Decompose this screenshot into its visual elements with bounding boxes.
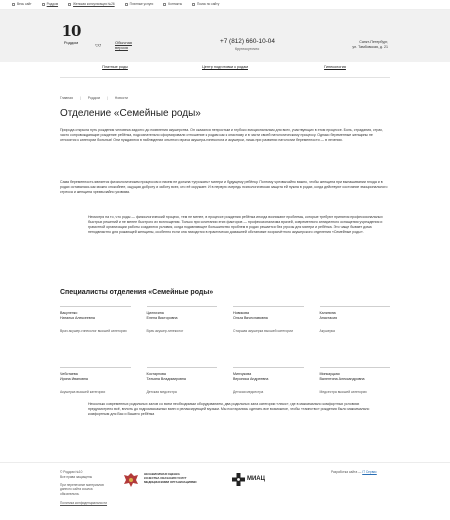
hospital-icon xyxy=(42,3,45,6)
normal-version-link[interactable]: Обычная версия xyxy=(115,40,132,51)
topbar-link-roddom[interactable]: Роддом xyxy=(42,2,58,6)
section-nav xyxy=(60,62,390,78)
specialist-position: Врач акушер-гинеколог высшей категории xyxy=(60,329,127,334)
contacts-icon xyxy=(163,3,166,6)
specialist-card xyxy=(233,306,304,357)
address: Санкт-Петербург, ул. Тамбовская, д. 21 xyxy=(352,40,388,50)
specialist-position: Акушерка xyxy=(319,329,335,334)
specialist-position: Медсестра высшей категории xyxy=(319,390,367,395)
miac-logo[interactable]: МИАЦ xyxy=(232,473,265,486)
nav-birth-prep-center[interactable]: Центр подготовки к родам xyxy=(201,65,248,69)
specialist-name: Минчукова Вероника Андреевна xyxy=(233,372,269,382)
specialist-position: Акушерка высшей категории xyxy=(60,390,106,395)
nav-gynecology[interactable]: Гинекология xyxy=(324,65,346,69)
site-header xyxy=(0,10,450,62)
specialist-name: Минкауцкая Валентина Александровна xyxy=(319,372,365,382)
phone-number[interactable]: +7 (812) 660-10-04 xyxy=(220,38,275,45)
independent-quality-assessment-logo[interactable]: НЕЗАВИСИМАЯ ОЦЕНКА КАЧЕСТВА ОКАЗАНИЯ УСЛУГ МЕДИЦИНСКИМИ ОРГАНИЗАЦИЯМИ xyxy=(144,472,197,484)
quote-block: Несмотря на то, что роды — физиологический процесс, тем не менее, в процессе рождения ребёнка иногда возникают проблемы, которые требуют принятия профессиональных быстрых решений и не менее быстрого их воплощения. Только при сочетании этих факторов — профессионализма врачей, современного аппаратного оснащения учреждения и грамотной организации работы создаются условия, когда подавляющее большинство проблем в родах решается без угрозы для матери и ребёнка. Это чаще бывает дома неподвластно для рожающей женщины, особенно если она находится в практически домашней обстановке хозрасчётного акушерского отделения «Семейные роды». xyxy=(88,215,383,235)
specialist-name: Калинина Анастасия xyxy=(319,311,338,321)
breadcrumb-separator: | xyxy=(79,96,81,100)
specialist-position: Старшая акушерка высшей категории xyxy=(233,329,293,334)
logo-mark: 10 xyxy=(61,22,81,40)
page-title: Отделение «Семейные роды» xyxy=(60,108,201,119)
site-footer xyxy=(0,462,450,520)
developer-link[interactable]: IT Сервис xyxy=(362,470,377,474)
ruble-icon xyxy=(125,3,128,6)
topbar-link-contacts[interactable]: Контакты xyxy=(163,2,182,6)
breadcrumb-news[interactable]: Новости xyxy=(114,96,128,100)
breadcrumb-separator: | xyxy=(106,96,108,100)
topbar-search[interactable]: Поиск по сайту xyxy=(192,2,219,6)
breadcrumb-home[interactable]: Главная xyxy=(60,96,73,100)
specialist-name: Цилюхина Елена Викторовна xyxy=(146,311,178,321)
pregnancy-paragraph: Сама беременность является физиологическим процессом и никем не должна «угрожать» матери и будущему ребёнку. Поэтому чрезвычайно важно, чтобы женщина при вынашивании плода и в родах оставалась как можно спокойнее, ощущая доброту и заботу всех, кто её окружает. И в первую очередь психологическая защита ей нужна в родах, когда действуют состояние эмоционального стресса и женщина чрезвычайно уязвима. xyxy=(60,180,388,195)
specialist-name: Костарнова Татьяна Владимировна xyxy=(146,372,186,382)
specialist-position: Врач акушер-гинеколог xyxy=(146,329,184,334)
grid-icon xyxy=(12,3,15,6)
intro-paragraph: Природа открыла путь рождения человека задолго до появления акушерства. Он оказался непростым и глубоко эмоциональным для всех, участвующих в этом процессе. Боль, страдания, страх, часто сопровождающие рождение ребёнка, подсознательно сформировали отношение к родам как к опасному и в части своей патологическому процессу. Однако беременные женщины не относятся к категории больных! Они нуждаются в наблюдении опытного врача акушера-гинеколога и акушерки, лишь при развитии патологии беременности — в лечении. xyxy=(60,128,384,143)
quote-block-delivery-rooms: Несколько современных родильных залов со всем необходимым оборудованием, два родильных зала категории «люкс», где в максимально комфортных условиях предусмотрено всё, вплоть до гидромассажных ванн и релаксирующей музыки. Мы постарались сделать все возможное, чтобы «таинство» рождения было максимально комфортным для Вас и Вашего ребёнка xyxy=(88,402,370,417)
developer-credit: Разработка сайта — IT Сервис xyxy=(331,470,377,474)
specialist-name: Новикова Ольга Вячеславовна xyxy=(233,311,268,321)
specialist-card xyxy=(60,306,131,357)
footer-copyright: © Роддом №10 Все права защищены При перепечатке материалов данного сайта ссылка обязательна. Политика конфиденциальности xyxy=(60,470,110,506)
specialist-name: Вакуленко Наталья Алексеевна xyxy=(60,311,95,321)
topbar-link-paid[interactable]: Платные услуги xyxy=(125,2,154,6)
topbar-link-whole-site[interactable]: Весь сайт xyxy=(12,2,32,6)
logo[interactable] xyxy=(60,24,82,45)
consultation-icon xyxy=(68,3,71,6)
breadcrumb-roddom[interactable]: Роддом xyxy=(87,96,100,100)
specialist-card xyxy=(147,306,218,357)
specialist-position: Детская медсестра xyxy=(233,390,264,395)
medical-cross-icon xyxy=(232,473,245,486)
breadcrumb xyxy=(60,96,128,101)
specialist-position: Детская медсестра xyxy=(146,390,177,395)
top-utility-bar xyxy=(0,0,450,10)
search-icon xyxy=(192,3,195,6)
specialist-name: Чеботаева Ирина Ивановна xyxy=(60,372,88,382)
logo-name: Роддом xyxy=(63,40,79,45)
specialist-card xyxy=(320,306,391,357)
coat-of-arms-icon[interactable] xyxy=(122,472,140,488)
phone-note: Круглосуточно xyxy=(235,47,260,51)
specialists-heading: Специалисты отделения «Семейные роды» xyxy=(60,289,214,296)
topbar-link-consultation[interactable]: Женская консультация №26 xyxy=(68,2,115,6)
glasses-icon[interactable]: 👓︎ xyxy=(95,43,102,49)
privacy-policy-link[interactable]: Политика конфиденциальности xyxy=(60,500,108,505)
nav-paid-births[interactable]: Платные роды xyxy=(102,65,128,69)
